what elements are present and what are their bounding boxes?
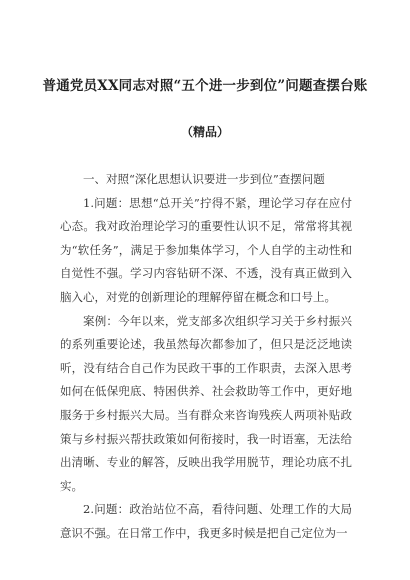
paragraph-problem-2: 2.问题：政治站位不高，看待问题、处理工作的大局意识不强。在日常工作中，我更多时候是把自己定位为一 bbox=[60, 502, 352, 540]
paragraph-problem-1: 1.问题：思想“总开关”拧得不紧，理论学习存在应付心态。我对政治理论学习的重要性认识不足，常常将其视为“软任务”，满足于参加集体学习，个人自学的主动性和自觉性不强。学习内容钻研不深、不透，没有真正做到入脑入心，对党的创新理论的理解停留在概念和口号上。 bbox=[60, 195, 352, 304]
document-subtitle: （精品） bbox=[180, 125, 229, 139]
section-heading: 一、对照“深化思想认识要进一步到位”查摆问题 bbox=[83, 172, 325, 186]
document-title: 普通党员XX同志对照“五个进一步到位”问题查摆台账 bbox=[42, 78, 368, 94]
document-body bbox=[60, 168, 352, 546]
paragraph-case: 案例：今年以来，党支部多次组织学习关于乡村振兴的系列重要论述，我虽然每次都参加了，但只是泛泛地读听，没有结合自己作为民政干事的工作职责，去深入思考如何在低保兜底、特困供养、社会救助等工作中，更好地服务于乡村振兴大局。当有群众来咨询残疾人两项补贴政策与乡村振兴帮扶政策如何衔接时，我一时语塞，无法给出清晰、专业的解答，反映出我学用脱节，理论功底不扎实。 bbox=[60, 313, 352, 493]
